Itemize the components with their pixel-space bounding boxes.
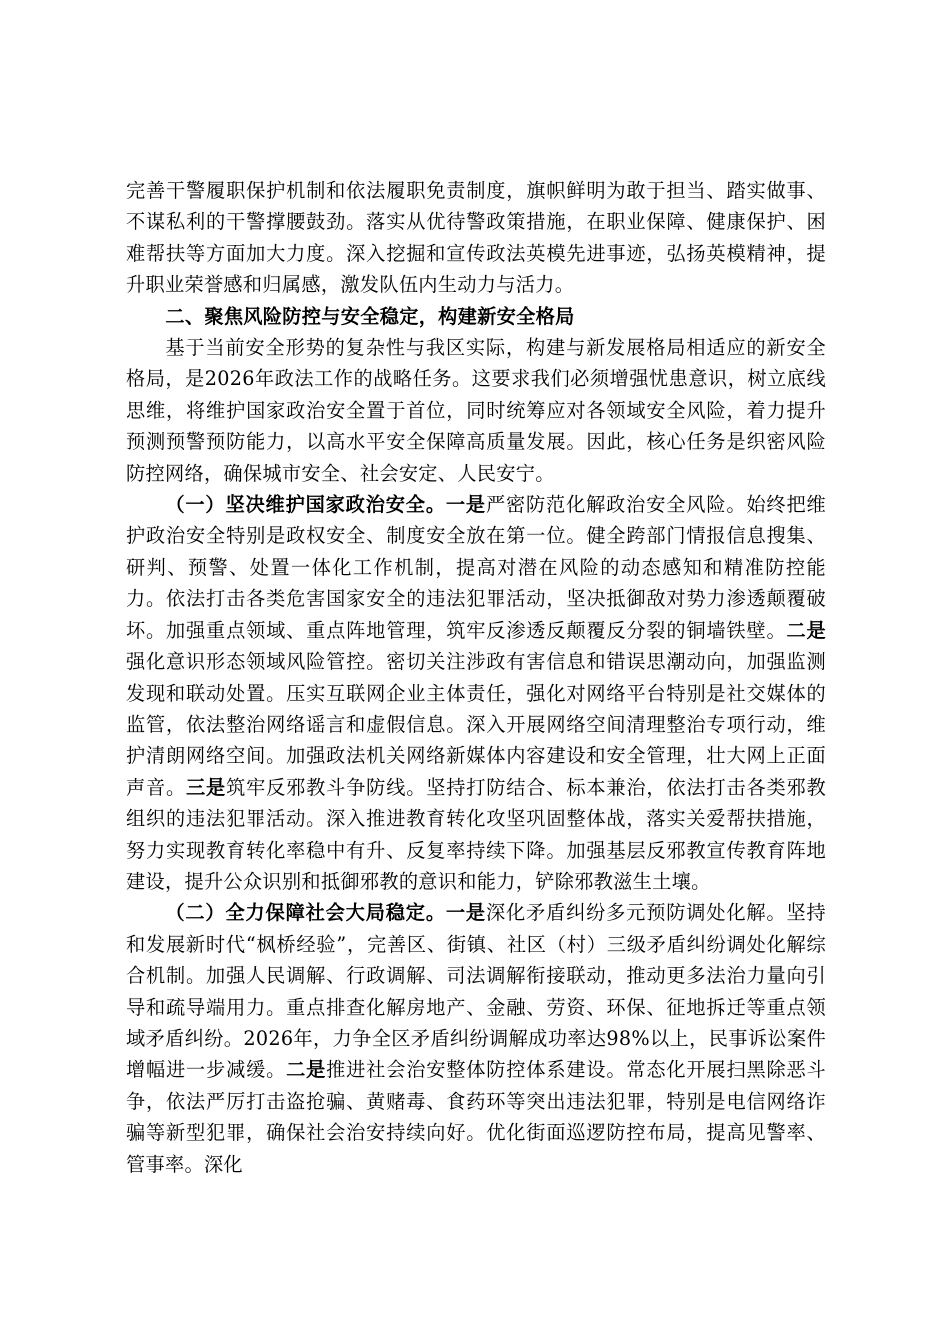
document-page (126, 175, 826, 1180)
point-lead-4: 一是 (445, 901, 486, 925)
point-lead-5: 二是 (286, 1058, 327, 1082)
point-lead-3: 三是 (186, 775, 227, 799)
point-lead-2: 二是 (786, 618, 826, 642)
point-text-5: 推进社会治安整体防控体系建设。常态化开展扫黑除恶斗争，依法严厉打击盗抢骗、黄赌毒、食药环等突出违法犯罪，特别是电信网络诈骗等新型犯罪，确保社会治安持续向好。优化街面巡逻防控布局，提高见警率、管事率。深化 (126, 1058, 826, 1176)
point-text-4: 深化矛盾纠纷多元预防调处化解。坚持和发展新时代“枫桥经验”，完善区、街镇、社区（村）三级矛盾纠纷调处化解综合机制。加强人民调解、行政调解、司法调解衔接联动，推动更多法治力量向引导和疏导端用力。重点排查化解房地产、金融、劳资、环保、征地拆迁等重点领域矛盾纠纷。2026年，力争全区矛盾纠纷调解成功率达98%以上，民事诉讼案件增幅进一步减缓。 (126, 901, 826, 1082)
paragraph-continued: 完善干警履职保护机制和依法履职免责制度，旗帜鲜明为敢于担当、踏实做事、不谋私利的干警撑腰鼓劲。落实从优待警政策措施，在职业保障、健康保护、困难帮扶等方面加大力度。深入挖掘和宣传政法英模先进事迹，弘扬英模精神，提升职业荣誉感和归属感，激发队伍内生动力与活力。 (126, 179, 826, 297)
paragraph-social-stability (126, 897, 826, 1180)
paragraph-political-security (126, 489, 826, 897)
paragraph-intro: 基于当前安全形势的复杂性与我区实际，构建与新发展格局相适应的新安全格局，是2026年政法工作的战略任务。这要求我们必须增强忧患意识，树立底线思维，将维护国家政治安全置于首位，同时统筹应对各领域安全风险，着力提升预测预警预防能力，以高水平安全保障高质量发展。因此，核心任务是织密风险防控网络，确保城市安全、社会安定、人民安宁。 (126, 336, 826, 485)
point-text-2: 强化意识形态领域风险管控。密切关注涉政有害信息和错误思潮动向，加强监测发现和联动处置。压实互联网企业主体责任，强化对网络平台特别是社交媒体的监管，依法整治网络谣言和虚假信息。深入开展网络空间清理整治专项行动，维护清朗网络空间。加强政法机关网络新媒体内容建设和安全管理，壮大网上正面声音。 (126, 650, 826, 799)
point-lead-1: 一是 (445, 493, 486, 517)
subsection-title-2: （二）全力保障社会大局稳定。 (165, 901, 446, 925)
section-heading-2: 二、聚焦风险防控与安全稳定，构建新安全格局 (165, 304, 575, 328)
point-text-3: 筑牢反邪教斗争防线。坚持打防结合、标本兼治，依法打击各类邪教组织的违法犯罪活动。深入推进教育转化攻坚巩固整体战，落实关爱帮扶措施，努力实现教育转化率稳中有升、反复率持续下降。加强基层反邪教宣传教育阵地建设，提升公众识别和抵御邪教的意识和能力，铲除邪教滋生土壤。 (126, 775, 826, 893)
subsection-title-1: （一）坚决维护国家政治安全。 (165, 493, 446, 517)
point-text-1: 严密防范化解政治安全风险。始终把维护政治安全特别是政权安全、制度安全放在第一位。健全跨部门情报信息搜集、研判、预警、处置一体化工作机制，提高对潜在风险的动态感知和精准防控能力。依法打击各类危害国家安全的违法犯罪活动，坚决抵御敌对势力渗透颠覆破坏。加强重点领域、重点阵地管理，筑牢反渗透反颠覆反分裂的铜墙铁壁。 (126, 493, 826, 642)
